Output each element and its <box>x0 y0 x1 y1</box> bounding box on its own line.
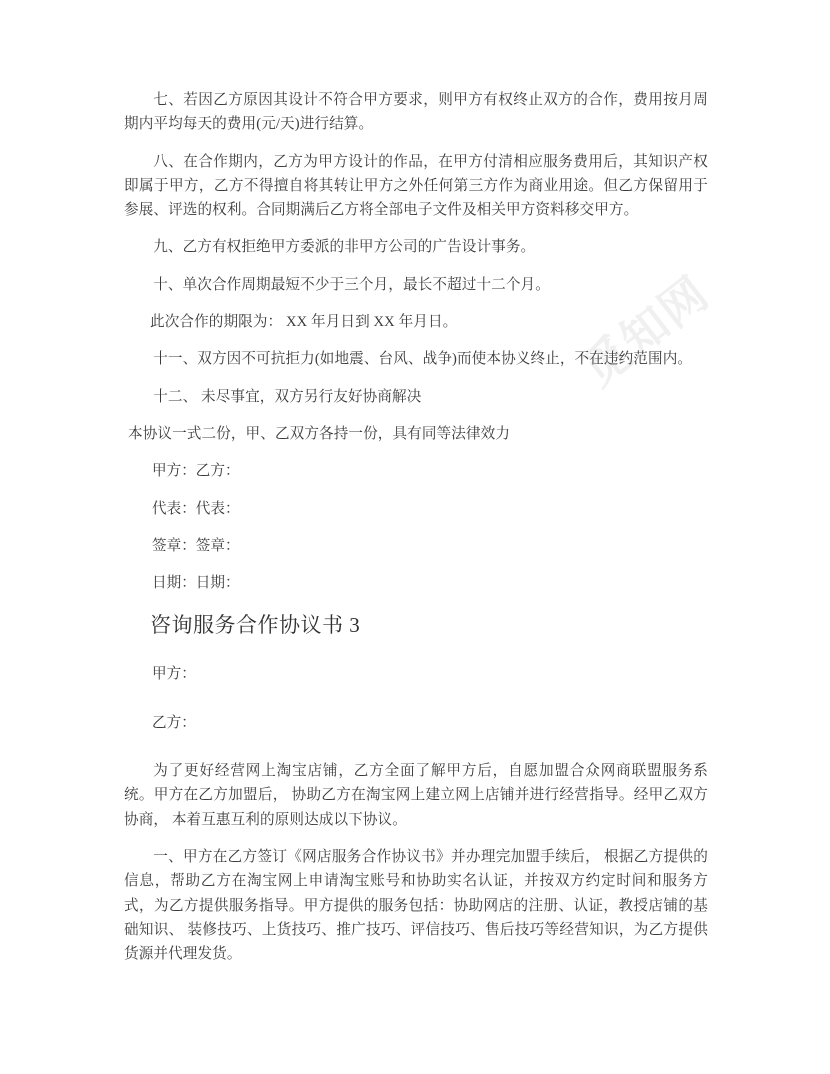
party-b-field: 乙方： <box>152 714 196 731</box>
copies-statement: 本协议一式二份，甲、乙双方各持一份，具有同等法律效力 <box>128 425 511 442</box>
signature-line-seal: 签章：签章： <box>152 537 240 554</box>
clause-seven: 七、若因乙方原因其设计不符合甲方要求，则甲方有权终止双方的合作，费用按月周期内平均每天的费用(元/天)进行结算。 <box>124 92 708 133</box>
clause-ten: 十、单次合作周期最短不少于三个月，最长不超过十二个月。 <box>153 276 550 293</box>
preamble-paragraph: 为了更好经营网上淘宝店铺，乙方全面了解甲方后，自愿加盟合众网商联盟服务系统。甲方在乙方加盟后， 协助乙方在淘宝网上建立网上店铺并进行经营指导。经甲乙双方协商， 本着互惠互利的原则达成以下协议。 <box>124 763 708 828</box>
clause-eight: 八、在合作期内，乙方为甲方设计的作品，在甲方付清相应服务费用后，其知识产权即属于甲方，乙方不得擅自将其转让甲方之外任何第三方作为商业用途。但乙方保留用于参展、评选的权利。合同期满后乙方将全部电子文件及相关甲方资料移交甲方。 <box>124 153 708 219</box>
signature-line-date: 日期：日期： <box>152 575 240 592</box>
signature-line-representative: 代表：代表： <box>152 500 240 517</box>
page-title: 咨询服务合作协议书 3 <box>150 613 361 638</box>
clause-eleven: 十一、双方因不可抗拒力(如地震、台风、战争)而使本协义终止，不在违约范围内。 <box>153 351 693 368</box>
clause-twelve: 十二、 未尽事宜，双方另行友好协商解决 <box>153 388 422 405</box>
clause-nine: 九、乙方有权拒绝甲方委派的非甲方公司的广告设计事务。 <box>153 239 536 256</box>
next-clause-one: 一、甲方在乙方签订《网店服务合作协议书》并办理完加盟手续后， 根据乙方提供的信息，帮助乙方在淘宝网上申请淘宝账号和协助实名认证，并按双方约定时间和服务方式，为乙方提供服务指导。甲方提供的服务包括：协助网店的注册、认证，教授店铺的基础知识、 装修技巧、上货技巧、推广技巧、评信技巧、售后技巧等经营知识，为乙方提供货源并代理发货。 <box>124 848 708 963</box>
document-body <box>124 88 708 979</box>
watermark: 觅知网 <box>573 266 719 396</box>
party-a-field: 甲方： <box>152 666 196 683</box>
signature-line-parties: 甲方：乙方： <box>152 463 240 480</box>
cooperation-period-line: 此次合作的期限为： XX 年月日到 XX 年月日。 <box>150 314 458 331</box>
